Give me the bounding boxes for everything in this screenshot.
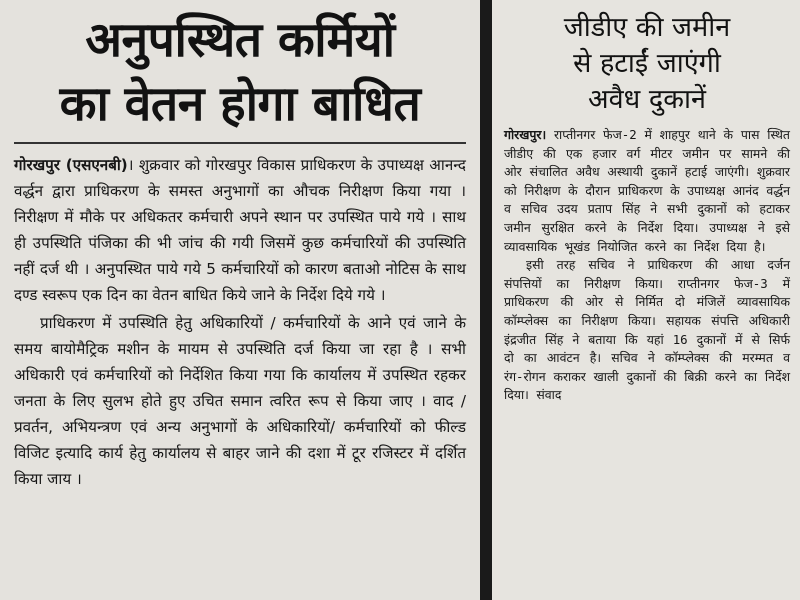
left-paragraph-1-text: । शुक्रवार को गोरखपुर विकास प्राधिकरण के उपाध्यक्ष आनन्द वर्द्धन द्वारा प्राधिकरण के समस्त अनुभागों का औचक निरीक्षण किया गया । निरीक्षण में मौके पर अधिकतर कर्मचारी अपने स्थान पर उपस्थित पाये गये । साथ ही उपस्थिति पंजिका की भी जांच की गयी जिसमें कुछ कर्मचारियों की उपस्थिति नहीं दर्ज थी । अनुपस्थित पाये गये 5 कर्मचारियों को कारण बताओ नोटिस के साथ दण्ड स्वरूप एक दिन का वेतन बाधित किये जाने के निर्देश दिये गये ।	[14, 156, 466, 304]
right-headline	[504, 10, 790, 118]
right-dateline: गोरखपुर।	[504, 127, 547, 142]
right-news-clipping	[492, 0, 800, 600]
right-paragraph-2-text: इसी तरह सचिव ने प्राधिकरण की आधा दर्जन संपत्तियों का निरीक्षण किया। राप्तीनगर फेज-3 में प्राधिकरण की ओर से निर्मित दो मंजिलें व्यावसायिक कॉम्प्लेक्स का निरीक्षण किया। सहायक संपत्ति अधिकारी इंद्रजीत सिंह ने बताया कि यहां 16 दुकानों में से सिर्फ दो का आवंटन है। सचिव ने कॉम्प्लेक्स की मरम्मत व रंग-रोगन कराकर खाली दुकानों की बिक्री करने का निर्देश दिया।	[504, 257, 790, 403]
news-credit: संवाद	[528, 387, 562, 403]
left-headline-line-2: का वेतन होगा बाधित	[59, 76, 421, 132]
headline-divider	[14, 142, 466, 144]
left-paragraph-2: प्राधिकरण में उपस्थिति हेतु अधिकारियों / कर्मचारियों के आने एवं जाने के समय बायोमैट्रिक मशीन के मायम से उपस्थिति दर्ज किया जा रहा है । सभी अधिकारी एवं कर्मचारियों को निर्देशित किया गया कि कार्यालय में उपस्थित रहकर जनता के लिए सुलभ होते हुए उचित समान त्वरित रूप से किया जाए । वाद / प्रवर्तन, अभियन्त्रण एवं अन्य अनुभागों के अधिकारियों/ कर्मचारियों को फील्ड विजिट इत्यादि कार्य हेतु कार्यालय से बाहर जाने की दशा में टूर रजिस्टर में दर्शित किया जाय ।	[14, 314, 466, 488]
right-headline-line-3: अवैध दुकानें	[588, 84, 706, 115]
right-paragraph-2	[504, 256, 790, 405]
left-headline	[14, 8, 466, 136]
left-dateline: गोरखपुर (एसएनबी)	[14, 156, 128, 174]
right-headline-line-2: से हटाईं जाएंगी	[573, 48, 721, 79]
right-headline-line-1: जीडीए की जमीन	[563, 12, 731, 43]
right-paragraph-1	[504, 126, 790, 256]
left-headline-line-1: अनुपस्थित कर्मियों	[85, 12, 395, 68]
left-paragraph-1	[14, 152, 466, 308]
right-paragraph-1-text: राप्तीनगर फेज-2 में शाहपुर थाने के पास स्थित जीडीए की एक हजार वर्ग मीटर जमीन पर सामने की ओर संचालित अवैध अस्थायी दुकानें हटाई जाएंगी। शुक्रवार को निरीक्षण के दौरान प्राधिकरण के उपाध्यक्ष आनंद वर्द्धन व सचिव उदय प्रताप सिंह ने सभी दुकानों को हटाकर जमीन सुरक्षित करने के निर्देश दिया। उपाध्यक्ष ने इसे व्यावसायिक भूखंड नियोजित करने का निर्देश दिया है।	[504, 127, 790, 254]
